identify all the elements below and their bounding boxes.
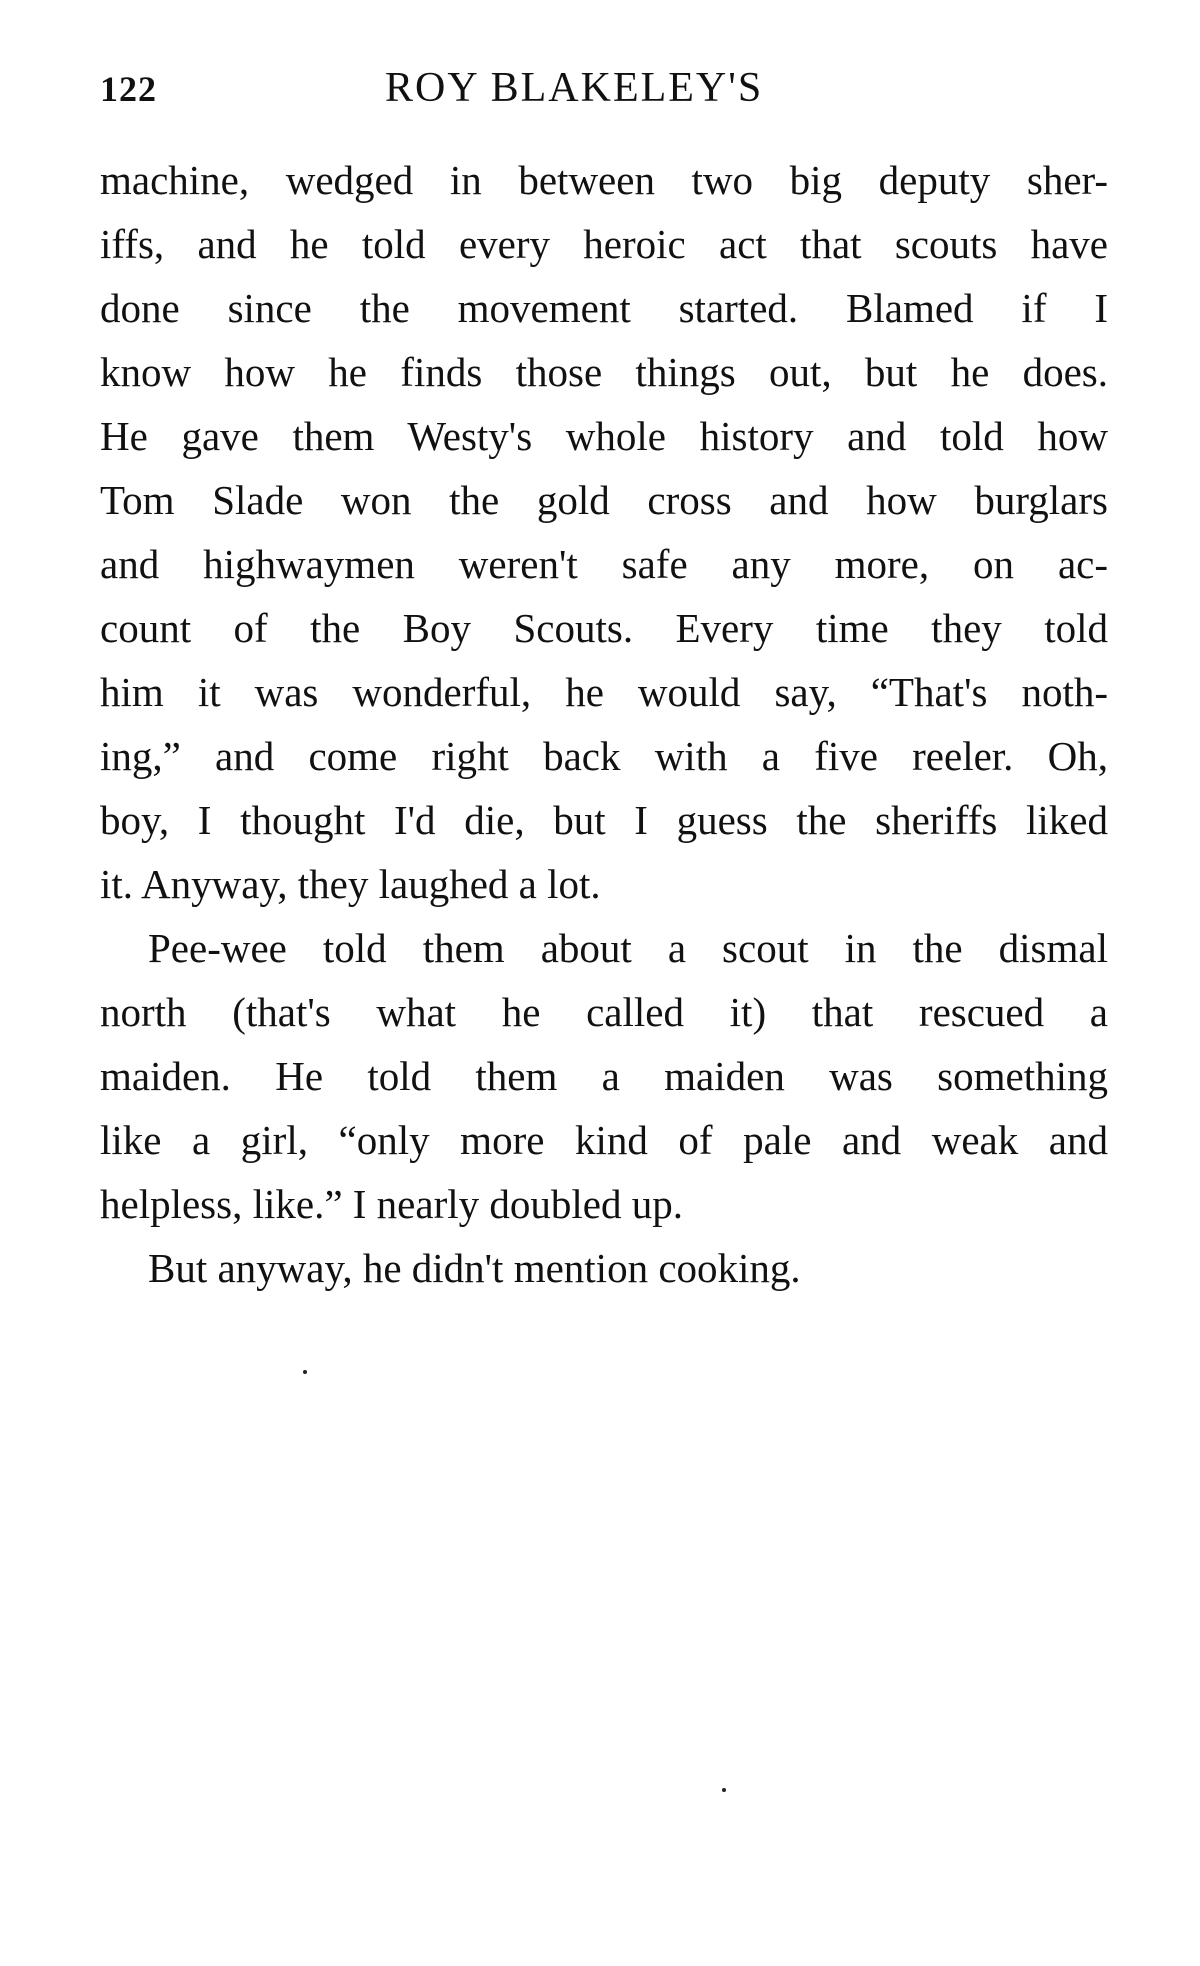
text-line: know how he finds those things out, but he does. [100, 349, 1108, 395]
text-line: Pee-wee told them about a scout in the dismal [148, 925, 1108, 971]
text-line: He gave them Westy's whole history and told how [100, 413, 1108, 459]
text-line: boy, I thought I'd die, but I guess the sheriffs liked [100, 797, 1108, 843]
body-text [100, 148, 1108, 1300]
scan-speck [303, 1370, 307, 1374]
running-head [100, 65, 1108, 128]
text-line: like a girl, “only more kind of pale and weak and [100, 1117, 1108, 1163]
page-number: 122 [100, 69, 157, 109]
text-line: machine, wedged in between two big deputy sher- [100, 157, 1108, 203]
text-line: north (that's what he called it) that rescued a [100, 989, 1108, 1035]
text-line: and highwaymen weren't safe any more, on ac- [100, 541, 1108, 587]
text-line: count of the Boy Scouts. Every time they told [100, 605, 1108, 651]
running-title: ROY BLAKELEY'S [385, 65, 764, 111]
text-line: maiden. He told them a maiden was something [100, 1053, 1108, 1099]
scan-speck [722, 1788, 726, 1792]
text-line: Tom Slade won the gold cross and how burglars [100, 477, 1108, 523]
text-line: iffs, and he told every heroic act that scouts have [100, 221, 1108, 267]
text-line: it. Anyway, they laughed a lot. [100, 861, 601, 907]
text-line: ing,” and come right back with a five reeler. Oh, [100, 733, 1108, 779]
text-line: helpless, like.” I nearly doubled up. [100, 1181, 683, 1227]
text-line: him it was wonderful, he would say, “That's noth- [100, 669, 1108, 715]
text-line: But anyway, he didn't mention cooking. [148, 1245, 801, 1291]
text-line: done since the movement started. Blamed if I [100, 285, 1108, 331]
